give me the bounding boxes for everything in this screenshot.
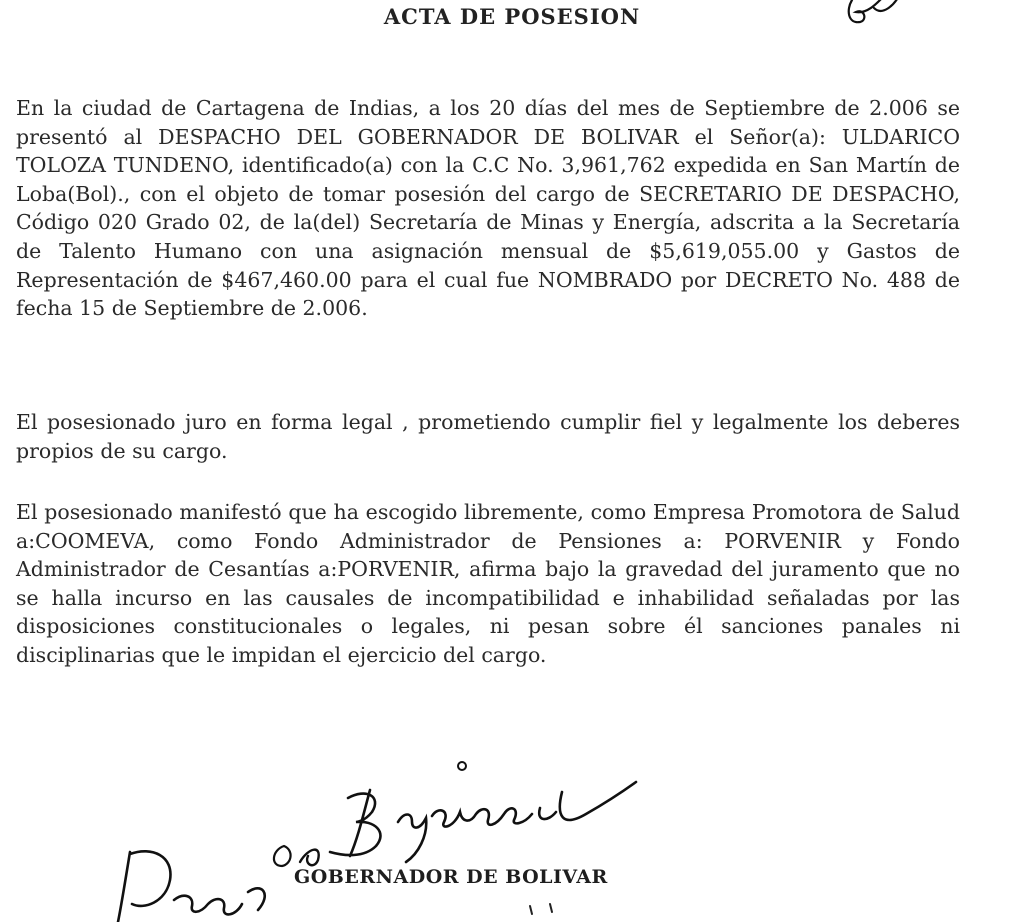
paragraph-text: En la ciudad de Cartagena de Indias, a los 20 días del mes de Septiembre de 2.006 se presentó al DESPACHO DEL GOBERNADOR DE BOLIVAR el Señor(a): ULDARICO TOLOZA TUNDENO, identificado(a) con la C.C No. 3,961,762 expedida en San Martín de Loba(Bol)., con el objeto de tomar posesión del cargo de SECRETARIO DE DESPACHO, Código 020 Grado 02, de la(del) Secretaría de Minas y Energía, adscrita a la Secretaría de Talento Humano con una asignación mensual de $5,619,055.00 y Gastos de Representación de $467,460.00 para el cual fue NOMBRADO por DECRETO No. 488 de fecha 15 de Septiembre de 2.006.	[16, 96, 960, 321]
signer-title: GOBERNADOR DE BOLIVAR	[294, 866, 608, 888]
stray-marks	[520, 900, 580, 922]
document-title: ACTA DE POSESION	[383, 4, 641, 29]
paragraph-possession	[16, 94, 960, 323]
paragraph-oath	[16, 408, 960, 465]
paragraph-text: El posesionado juro en forma legal , prometiendo cumplir fiel y legalmente los deberes propios de su cargo.	[16, 410, 960, 463]
paragraph-declaration	[16, 498, 960, 670]
paragraph-text: El posesionado manifestó que ha escogido libremente, como Empresa Promotora de Salud a:COOMEVA, como Fondo Administrador de Pensiones a: PORVENIR y Fondo Administrador de Cesantías a:PORVENIR, afirma bajo la gravedad del juramento que no se halla incurso en las causales de incompatibilidad e inhabilidad señaladas por las disposiciones constitucionales o legales, ni pesan sobre él sanciones panales ni disciplinarias que le impidan el ejercicio del cargo.	[16, 500, 960, 667]
handwritten-mark-left	[108, 840, 308, 922]
